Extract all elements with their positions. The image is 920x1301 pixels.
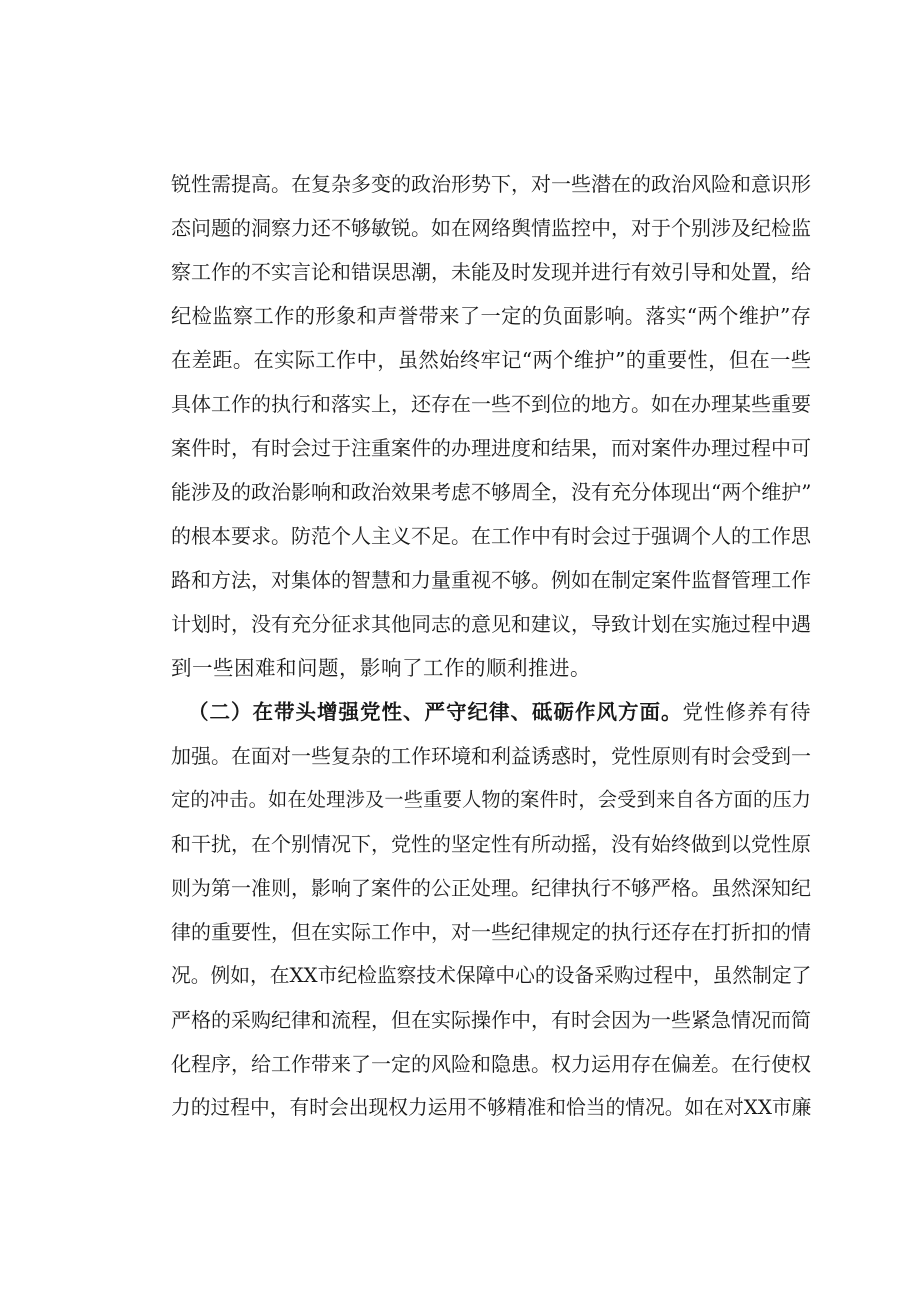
paragraph-1-line-7: 案件时，有时会过于注重案件的办理进度和结果，而对案件办理过程中可	[171, 436, 811, 460]
paragraph-2-line-3: 定的冲击。如在处理涉及一些重要人物的案件时，会受到来自各方面的压力	[171, 788, 811, 811]
paragraph-1-line-8: 能涉及的政治影响和政治效果考虑不够周全，没有充分体现出“两个维护”	[171, 480, 812, 504]
paragraph-1-line-5: 在差距。在实际工作中，虽然始终牢记“两个维护”的重要性，但在一些	[171, 348, 811, 372]
paragraph-2-first-line	[188, 698, 811, 726]
paragraph-2-line-9: 化程序，给工作带来了一定的风险和隐患。权力运用存在偏差。在行使权	[171, 1052, 811, 1076]
paragraph-2-line-6: 律的重要性，但在实际工作中，对一些纪律规定的执行还存在打折扣的情	[171, 920, 811, 944]
paragraph-2-line-7: 况。例如，在XX市纪检监察技术保障中心的设备采购过程中，虽然制定了	[171, 964, 812, 987]
paragraph-2-line-8: 严格的采购纪律和流程，但在实际操作中，有时会因为一些紧急情况而简	[171, 1008, 811, 1032]
paragraph-1-line-12: 到一些困难和问题，影响了工作的顺利推进。	[171, 656, 591, 680]
paragraph-2-line-10: 力的过程中，有时会出现权力运用不够精准和恰当的情况。如在对XX市廉	[171, 1096, 812, 1119]
paragraph-1-line-3: 察工作的不实言论和错误思潮，未能及时发现并进行有效引导和处置，给	[171, 260, 811, 284]
paragraph-1-line-11: 计划时，没有充分征求其他同志的意见和建议，导致计划在实施过程中遇	[171, 612, 811, 636]
paragraph-1-line-4: 纪检监察工作的形象和声誉带来了一定的负面影响。落实“两个维护”存	[171, 304, 811, 328]
paragraph-2-line-5: 则为第一准则，影响了案件的公正处理。纪律执行不够严格。虽然深知纪	[171, 876, 811, 900]
section-heading: （二）在带头增强党性、严守纪律、砥砺作风方面。	[188, 700, 683, 724]
paragraph-1-line-10: 路和方法，对集体的智慧和力量重视不够。例如在制定案件监督管理工作	[171, 568, 811, 592]
paragraph-2-line-2: 加强。在面对一些复杂的工作环境和利益诱惑时，党性原则有时会受到一	[171, 744, 811, 768]
paragraph-2-first-line-rest: 党性修养有待	[682, 700, 811, 724]
paragraph-1-line-2: 态问题的洞察力还不够敏锐。如在网络舆情监控中，对于个别涉及纪检监	[171, 216, 811, 240]
paragraph-1-line-9: 的根本要求。防范个人主义不足。在工作中有时会过于强调个人的工作思	[171, 524, 811, 548]
paragraph-1-line-6: 具体工作的执行和落实上，还存在一些不到位的地方。如在办理某些重要	[171, 392, 811, 416]
paragraph-2-line-4: 和干扰，在个别情况下，党性的坚定性有所动摇，没有始终做到以党性原	[171, 832, 811, 856]
paragraph-1-line-1: 锐性需提高。在复杂多变的政治形势下，对一些潜在的政治风险和意识形	[171, 172, 811, 196]
